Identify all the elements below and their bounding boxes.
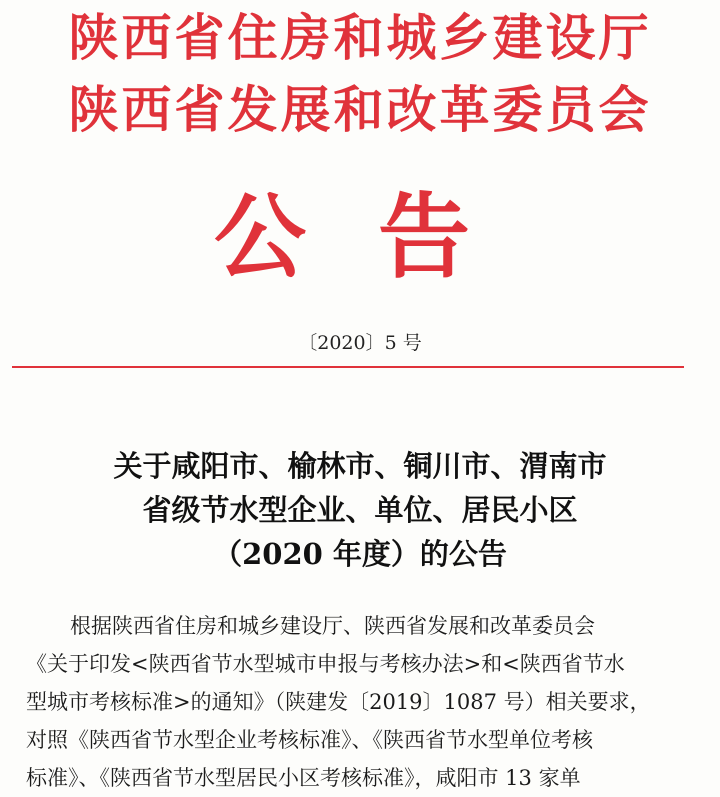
body-line: 根据陕西省住房和城乡建设厅、陕西省发展和改革委员会	[70, 614, 595, 638]
body-line: 型城市考核标准>的通知》（陕建发〔2019〕1087 号）相关要求，	[26, 690, 651, 714]
red-divider-line	[12, 366, 684, 368]
title-line-2: 省级节水型企业、单位、居民小区	[142, 493, 578, 527]
document-number: 〔2020〕5 号	[298, 332, 422, 354]
body-line: 对照《陕西省节水型企业考核标准》、《陕西省节水型单位考核	[26, 728, 593, 752]
issuer-name-development-commission: 陕西省发展和改革委员会	[68, 81, 652, 139]
body-line: 《关于印发<陕西省节水型城市申报与考核办法>和<陕西省节水	[26, 652, 625, 676]
title-line-3: （2020 年度）的公告	[213, 537, 507, 571]
document-type-heading: 公告	[213, 184, 542, 291]
announcement-title	[0, 444, 720, 576]
announcement-body	[26, 607, 694, 797]
issuer-name-housing-dept: 陕西省住房和城乡建设厅	[68, 9, 652, 67]
title-line-1: 关于咸阳市、榆林市、铜川市、渭南市	[113, 449, 607, 483]
body-line: 标准》、《陕西省节水型居民小区考核标准》，咸阳市 13 家单	[26, 766, 581, 790]
